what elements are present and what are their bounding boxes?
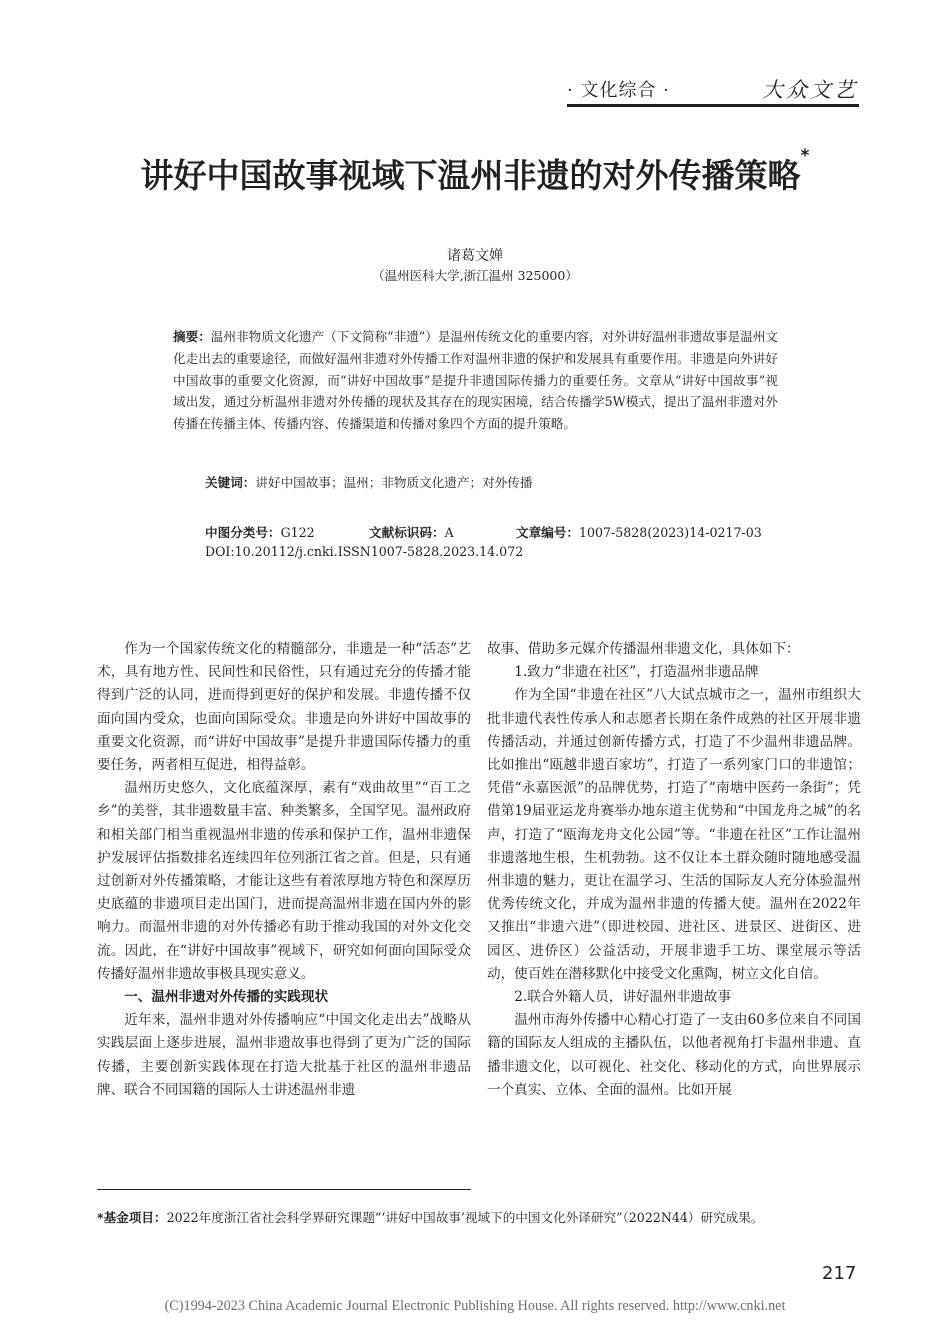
keywords (205, 472, 785, 493)
doc-code-label: 文献标识码： (369, 525, 445, 540)
article-number-label: 文章编号： (516, 525, 579, 540)
doc-code-value: A (444, 525, 454, 540)
body-column-right (487, 638, 861, 1102)
body-paragraph: 作为一个国家传统文化的精髓部分，非遗是一种“活态”艺术，具有地方性、民间性和民俗性，只有通过充分的传播才能得到广泛的认同，进而得到更好的保护和发展。非遗传播不仅面向国内受众，也面向国际受众。非遗是向外讲好中国故事的重要文化资源，而“讲好中国故事”是提升非遗国际传播力的重要任务，两者相互促进，相得益彰。 (97, 641, 471, 774)
subsection-heading: 1.致力“非遗在社区”，打造温州非遗品牌 (514, 664, 759, 681)
abstract-text: 温州非物质文化遗产（下文简称“非遗”）是温州传统文化的重要内容，对外讲好温州非遗故事是温州文化走出去的重要途径，而做好温州非遗对外传播工作对温州非遗的保护和发展具有重要作用。非遗是向外讲好中国故事的重要文化资源，而“讲好中国故事”是提升非遗国际传播力的重要任务。文章从“讲好中国故事”视域出发，通过分析温州非遗对外传播的现状及其存在的现实困境，结合传播学5W模式，提出了温州非遗对外传播在传播主体、传播内容、传播渠道和传播对象四个方面的提升策略。 (173, 329, 778, 432)
subsection-heading: 2.联合外籍人员，讲好温州非遗故事 (514, 989, 732, 1006)
author: 诸葛文婵 (447, 248, 503, 264)
body-column-left (97, 638, 471, 1102)
affiliation: （温州医科大学,浙江温州 325000） (372, 268, 578, 283)
footnote-text: 2022年度浙江省社会科学界研究课题“‘讲好中国故事’视域下的中国文化外译研究”（2022N44）研究成果。 (166, 1210, 764, 1225)
keywords-label: 关键词： (205, 475, 256, 490)
body-paragraph: 近年来，温州非遗对外传播响应“中国文化走出去”战略从实践层面上逐步进展，温州非遗故事也得到了更为广泛的国际传播，主要创新实践体现在打造大批基于社区的温州非遗品牌、联合不同国籍的国际人士讲述温州非遗 (97, 1012, 471, 1098)
footnote-label: *基金项目： (97, 1210, 167, 1225)
doi: DOI:10.20112/j.cnki.ISSN1007-5828.2023.14.072 (205, 544, 524, 559)
footnote-rule (97, 1189, 471, 1190)
body-paragraph: 温州历史悠久，文化底蕴深厚，素有“戏曲故里”“百工之乡”的美誉，其非遗数量丰富、种类繁多，全国罕见。温州政府和相关部门相当重视温州非遗的传承和保护工作，温州非遗保护发展评估指数排名连续四年位列浙江省之首。但是，只有通过创新对外传播策略，才能让这些有着浓厚地方特色和深厚历史底蕴的非遗项目走出国门，进而提高温州非遗在国内外的影响力。而温州非遗的对外传播必有助于推动我国的对外文化交流。因此，在“讲好中国故事”视域下，研究如何面向国际受众传播好温州非遗故事极具现实意义。 (97, 780, 471, 982)
section-heading: 一、温州非遗对外传播的实践现状 (124, 989, 329, 1006)
body-paragraph: 作为全国“非遗在社区”八大试点城市之一，温州市组织大批非遗代表性传承人和志愿者长期在条件成熟的社区开展非遗传播活动，并通过创新传播方式，打造了不少温州非遗品牌。比如推出“瓯越非遗百家坊”，打造了一系列家门口的非遗馆；凭借“永嘉医派”的品牌优势，打造了“南塘中医药一条街”；凭借第19届亚运龙舟赛举办地东道主优势和“中国龙舟之城”的名声，打造了“瓯海龙舟文化公园”等。“非遗在社区”工作让温州非遗落地生根，生机勃勃。这不仅让本土群众随时随地感受温州非遗的魅力，更让在温学习、生活的国际友人充分体验温州优秀传统文化，并成为温州非遗的传播大使。温州在2022年又推出“非遗六进”（即进校园、进社区、进景区、进街区、进园区、进侨区）公益活动，开展非遗手工坊、课堂展示等活动，使百姓在潜移默化中接受文化熏陶，树立文化自信。 (487, 687, 861, 982)
header-rule (567, 104, 859, 107)
body-paragraph: 温州市海外传播中心精心打造了一支由60多位来自不同国籍的国际友人组成的主播队伍，以他者视角打卡温州非遗、直播非遗文化，以可视化、社交化、移动化的方式，向世界展示一个真实、立体、全面的温州。比如开展 (487, 1012, 861, 1098)
doc-code-field (369, 522, 516, 543)
article-number-value: 1007-5828(2023)14-0217-03 (578, 525, 762, 540)
keywords-text: 讲好中国故事；温州；非物质文化遗产；对外传播 (255, 475, 533, 490)
clc-field (205, 522, 369, 543)
page-number: 217 (822, 1263, 857, 1284)
clc-label: 中图分类号： (205, 525, 281, 540)
title-text: 讲好中国故事视域下温州非遗的对外传播策略 (140, 156, 801, 195)
body-paragraph: 故事、借助多元媒介传播温州非遗文化，具体如下： (487, 641, 800, 657)
article-number-field (516, 525, 762, 540)
article-title (0, 146, 950, 197)
copyright-line: (C)1994-2023 China Academic Journal Electronic Publishing House. All rights reserved. http://www.cnki.net (164, 1298, 786, 1314)
funding-footnote (97, 1208, 857, 1228)
abstract-label: 摘要： (173, 329, 211, 344)
classification-row (205, 522, 805, 543)
abstract (173, 326, 778, 435)
clc-value: G122 (280, 525, 315, 540)
title-footnote-mark: * (800, 146, 810, 166)
section-label: · 文化综合 · (567, 80, 670, 101)
journal-name: 大众文艺 (762, 78, 858, 102)
